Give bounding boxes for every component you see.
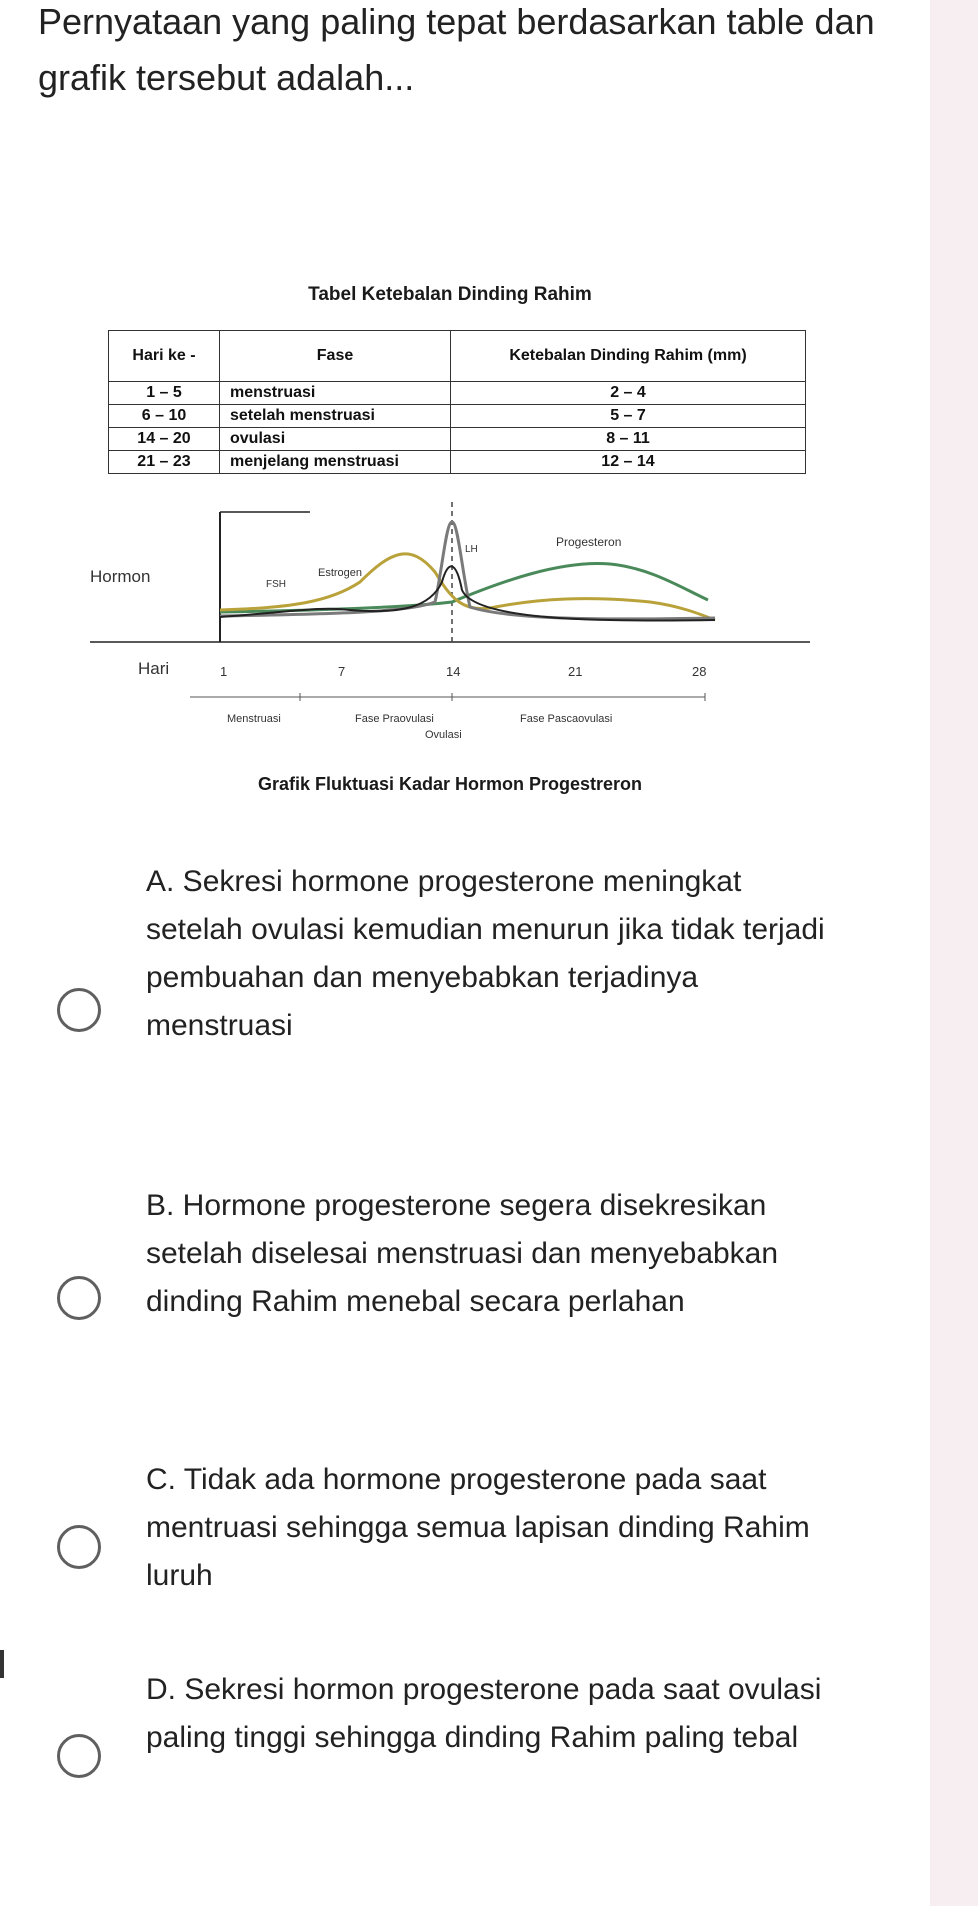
- x-tick-label: 28: [692, 664, 707, 679]
- table-cell: 21 – 23: [109, 451, 220, 474]
- table-cell: 12 – 14: [451, 451, 806, 474]
- table-cell: 6 – 10: [109, 405, 220, 428]
- series-label-lh: LH: [465, 544, 478, 555]
- phase-label-ovulasi: Ovulasi: [425, 729, 462, 741]
- phase-label-praovulasi: Fase Praovulasi: [355, 713, 434, 725]
- table-header-thickness: Ketebalan Dinding Rahim (mm): [451, 331, 806, 382]
- table-cell: menjelang menstruasi: [220, 451, 451, 474]
- table-cell: 14 – 20: [109, 428, 220, 451]
- radio-button[interactable]: [57, 1734, 101, 1778]
- table-header-day: Hari ke -: [109, 331, 220, 382]
- table-cell: 8 – 11: [451, 428, 806, 451]
- series-label-estrogen: Estrogen: [318, 567, 363, 579]
- x-tick-label: 7: [338, 664, 346, 679]
- table-cell: ovulasi: [220, 428, 451, 451]
- table-cell: 2 – 4: [451, 382, 806, 405]
- right-edge-strip: [930, 0, 978, 1906]
- table-header-row: [109, 331, 806, 382]
- table-cell: 5 – 7: [451, 405, 806, 428]
- phase-label-menstruasi: Menstruasi: [227, 713, 281, 725]
- radio-button[interactable]: [57, 1525, 101, 1569]
- table-row: [109, 405, 806, 428]
- data-table: [108, 330, 806, 474]
- x-tick-label: 1: [220, 664, 228, 679]
- hormone-chart: [90, 502, 810, 752]
- phase-label-pascaovulasi: Fase Pascaovulasi: [520, 713, 613, 725]
- option-text: A. Sekresi hormone progesterone meningkat setelah ovulasi kemudian menurun jika tidak terjadi pembuahan dan menyebabkan terjadinya menstruasi: [146, 865, 825, 1042]
- table-row: [109, 428, 806, 451]
- table-row: [109, 451, 806, 474]
- table-header-phase: Fase: [220, 331, 451, 382]
- chart-xlabel: Hari: [138, 659, 170, 678]
- edge-marker: [0, 1650, 4, 1678]
- chart-caption: Grafik Fluktuasi Kadar Hormon Progestreron: [257, 774, 643, 794]
- question-text: Pernyataan yang paling tepat berdasarkan table dan grafik tersebut adalah...: [38, 1, 875, 98]
- chart-ylabel: Hormon: [90, 567, 151, 586]
- table-title: Tabel Ketebalan Dinding Rahim: [308, 284, 592, 305]
- x-tick-label: 14: [446, 664, 461, 679]
- series-label-progesteron: Progesteron: [556, 535, 622, 549]
- radio-button[interactable]: [57, 988, 101, 1032]
- table-cell: menstruasi: [220, 382, 451, 405]
- radio-button[interactable]: [57, 1276, 101, 1320]
- figure-block: [90, 262, 810, 802]
- option-text: B. Hormone progesterone segera disekresikan setelah diselesai menstruasi dan menyebabkan dinding Rahim menebal secara perlahan: [146, 1189, 779, 1318]
- table-row: [109, 382, 806, 405]
- table-cell: setelah menstruasi: [220, 405, 451, 428]
- option-text: C. Tidak ada hormone progesterone pada saat mentruasi sehingga semua lapisan dinding Rahim luruh: [146, 1463, 810, 1592]
- x-tick-label: 21: [568, 664, 583, 679]
- table-cell: 1 – 5: [109, 382, 220, 405]
- series-label-fsh: FSH: [266, 579, 286, 590]
- option-text: D. Sekresi hormon progesterone pada saat ovulasi paling tinggi sehingga dinding Rahim paling tebal: [146, 1673, 822, 1754]
